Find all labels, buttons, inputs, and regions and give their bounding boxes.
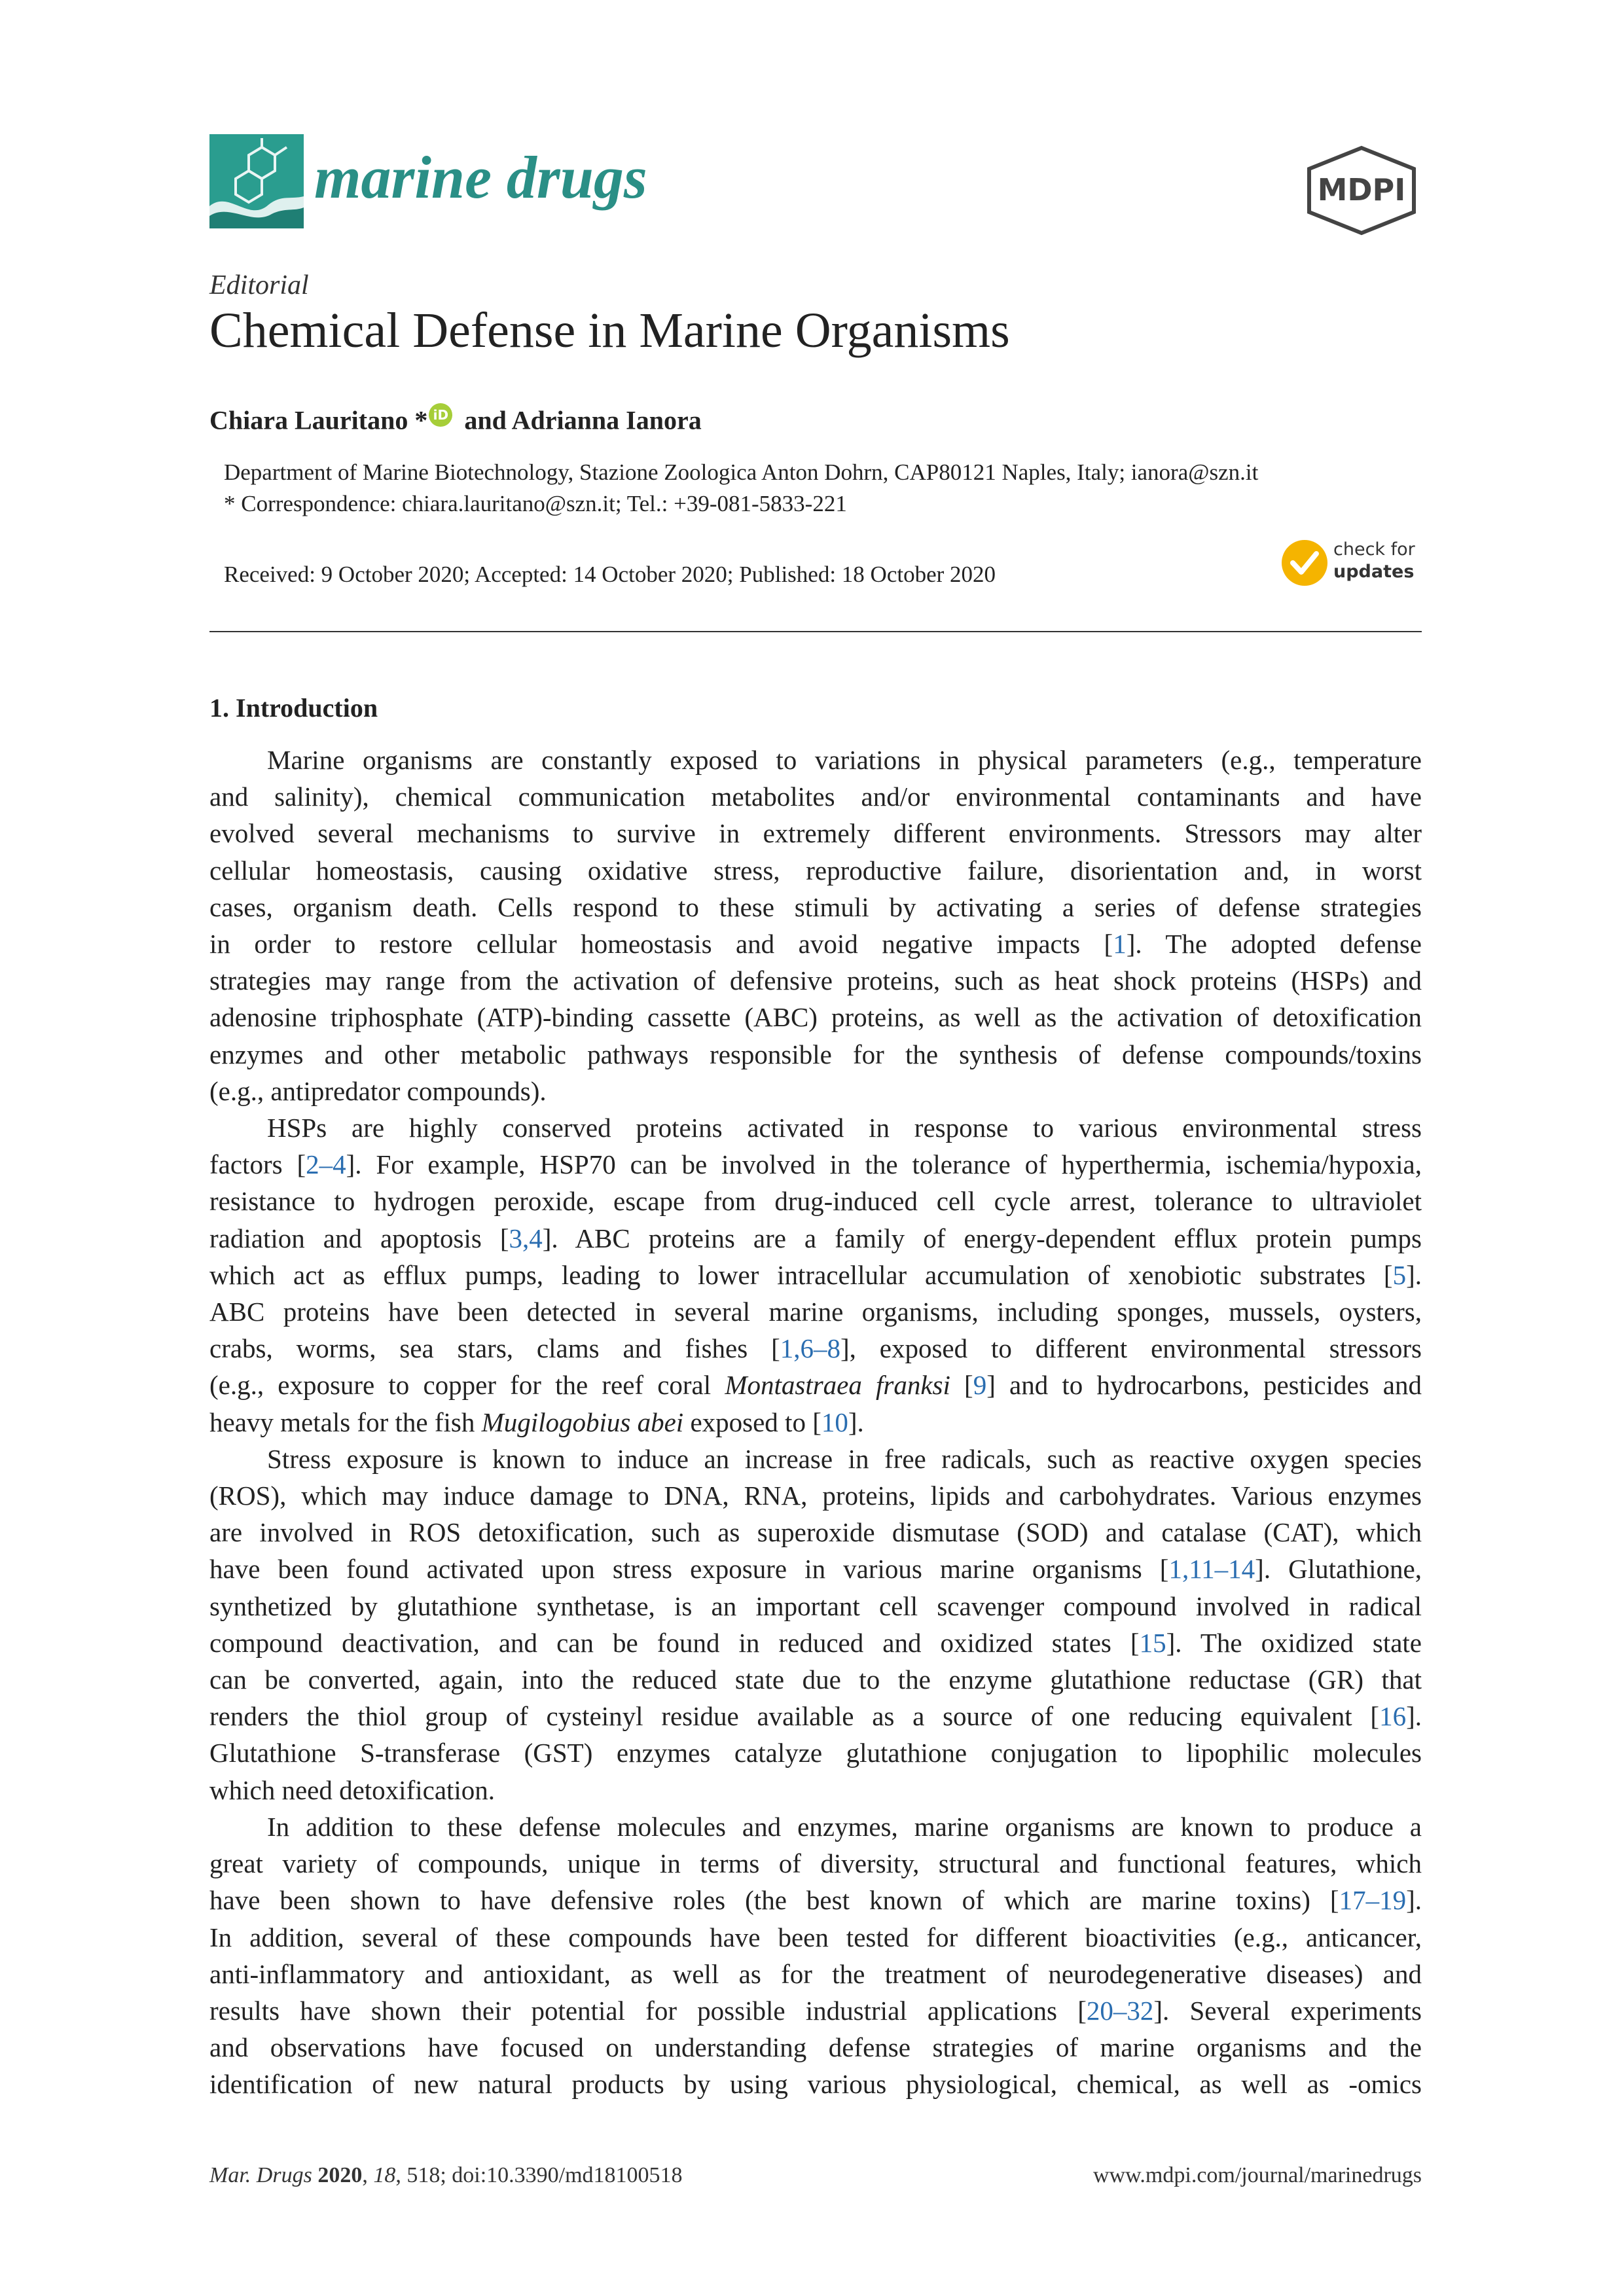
footer-citation: Mar. Drugs 2020, 18, 518; doi:10.3390/md18100518 bbox=[209, 2163, 683, 2187]
species-name: Montastraea franksi bbox=[725, 1370, 950, 1401]
article-title: Chemical Defense in Marine Organisms bbox=[209, 303, 1010, 358]
species-name: Mugilogobius abei bbox=[481, 1407, 684, 1437]
body-line: strategies may range from the activation of defensive proteins, such as heat shock proteins (HSPs) and bbox=[209, 965, 1422, 996]
body-line: cellular homeostasis, causing oxidative stress, reproductive failure, disorientation and, in worst bbox=[209, 855, 1422, 886]
year: 2020 bbox=[317, 2163, 363, 2187]
body-line: Marine organisms are constantly exposed to variations in physical parameters (e.g., temperature bbox=[267, 745, 1422, 775]
citation-link[interactable]: 20–32 bbox=[1086, 1995, 1154, 2026]
body-line: anti-inflammatory and antioxidant, as well as for the treatment of neurodegenerative diseases) and bbox=[209, 1958, 1422, 1989]
check-for-updates-line1: check for bbox=[1333, 539, 1415, 560]
corresponding-mark: * bbox=[414, 405, 428, 435]
mdpi-hexagon-icon bbox=[1303, 145, 1420, 236]
body-line: compound deactivation, and can be found in reduced and oxidized states [15]. The oxidized state bbox=[209, 1627, 1422, 1658]
body-line: evolved several mechanisms to survive in extremely different environments. Stressors may alter bbox=[209, 818, 1422, 849]
article-body bbox=[209, 742, 1422, 2103]
citation-link[interactable]: 1 bbox=[1113, 929, 1127, 960]
citation-link[interactable]: 16 bbox=[1379, 1701, 1407, 1732]
body-line: results have shown their potential for possible industrial applications [20–32]. Several experiments bbox=[209, 1995, 1422, 2026]
citation-link[interactable]: 1,6–8 bbox=[780, 1333, 840, 1364]
footer-url[interactable]: www.mdpi.com/journal/marinedrugs bbox=[1092, 2163, 1422, 2187]
journal-name: marine drugs bbox=[314, 144, 647, 211]
correspondence: * Correspondence: chiara.lauritano@szn.it; Tel.: +39-081-5833-221 bbox=[224, 491, 847, 516]
body-line: ABC proteins have been detected in several marine organisms, including sponges, mussels, oysters, bbox=[209, 1297, 1422, 1327]
author-first[interactable]: Chiara Lauritano bbox=[209, 405, 408, 435]
author-rest[interactable]: and Adrianna Ianora bbox=[464, 405, 702, 435]
citation-link[interactable]: 17–19 bbox=[1339, 1885, 1407, 1916]
check-for-updates-line2: updates bbox=[1333, 562, 1415, 582]
citation-link[interactable]: 15 bbox=[1139, 1627, 1166, 1658]
body-line: enzymes and other metabolic pathways responsible for the synthesis of defense compounds/toxins bbox=[209, 1039, 1422, 1069]
mdpi-logo bbox=[1303, 145, 1420, 236]
body-line: (e.g., antipredator compounds). bbox=[209, 1075, 547, 1106]
affiliation: Department of Marine Biotechnology, Stazione Zoologica Anton Dohrn, CAP80121 Naples, Italy; ianora@szn.it bbox=[224, 459, 1259, 485]
body-line: HSPs are highly conserved proteins activated in response to various environmental stress bbox=[267, 1113, 1422, 1143]
body-line: In addition, several of these compounds have been tested for different bioactivities (e.g., anticancer, bbox=[209, 1922, 1422, 1952]
body-line: radiation and apoptosis [3,4]. ABC proteins are a family of energy-dependent efflux protein pumps bbox=[209, 1223, 1422, 1253]
publication-dates: Received: 9 October 2020; Accepted: 14 October 2020; Published: 18 October 2020 bbox=[224, 562, 996, 587]
mdpi-logo-text: MDPI bbox=[1317, 172, 1406, 207]
body-line: (e.g., exposure to copper for the reef coral Montastraea franksi [9] and to hydrocarbons, pesticides and bbox=[209, 1370, 1422, 1401]
orcid-icon[interactable]: iD bbox=[429, 403, 452, 427]
volume: 18 bbox=[373, 2163, 396, 2187]
body-line: which act as efflux pumps, leading to lower intracellular accumulation of xenobiotic substrates [5]. bbox=[209, 1259, 1422, 1290]
citation-link[interactable]: 5 bbox=[1392, 1259, 1407, 1290]
body-line: have been found activated upon stress exposure in various marine organisms [1,11–14]. Glutathione, bbox=[209, 1554, 1422, 1585]
molecule-wave-icon bbox=[209, 134, 304, 228]
body-line: identification of new natural products by using various physiological, chemical, as well as -omics bbox=[209, 2069, 1422, 2100]
body-line: heavy metals for the fish Mugilogobius abei exposed to [10]. bbox=[209, 1407, 864, 1437]
citation-link[interactable]: 10 bbox=[821, 1407, 848, 1437]
body-line: adenosine triphosphate (ATP)-binding cassette (ABC) proteins, as well as the activation of detoxification bbox=[209, 1002, 1422, 1033]
section-heading: 1. Introduction bbox=[209, 693, 378, 723]
body-line: great variety of compounds, unique in terms of diversity, structural and functional features, which bbox=[209, 1848, 1422, 1879]
body-line: factors [2–4]. For example, HSP70 can be involved in the tolerance of hyperthermia, ischemia/hypoxia, bbox=[209, 1149, 1422, 1180]
body-line: synthetized by glutathione synthetase, is an important cell scavenger compound involved in radical bbox=[209, 1590, 1422, 1621]
body-line: renders the thiol group of cysteinyl residue available as a source of one reducing equivalent [16]. bbox=[209, 1701, 1422, 1732]
body-line: are involved in ROS detoxification, such as superoxide dismutase (SOD) and catalase (CAT), which bbox=[209, 1517, 1422, 1548]
citation-link[interactable]: 3,4 bbox=[509, 1223, 543, 1253]
body-line: resistance to hydrogen peroxide, escape from drug-induced cell cycle arrest, tolerance to ultraviolet bbox=[209, 1186, 1422, 1217]
citation-link[interactable]: 2–4 bbox=[306, 1149, 346, 1180]
body-line: have been shown to have defensive roles (the best known of which are marine toxins) [17–19]. bbox=[209, 1885, 1422, 1916]
article-type: Editorial bbox=[209, 270, 309, 300]
body-line: in order to restore cellular homeostasis and avoid negative impacts [1]. The adopted defense bbox=[209, 929, 1422, 960]
body-line: Stress exposure is known to induce an increase in free radicals, such as reactive oxygen species bbox=[267, 1443, 1422, 1474]
body-line: crabs, worms, sea stars, clams and fishes [1,6–8], exposed to different environmental stressors bbox=[209, 1333, 1422, 1364]
author-list bbox=[209, 403, 702, 435]
body-line: and salinity), chemical communication metabolites and/or environmental contaminants and have bbox=[209, 781, 1422, 812]
journal-logo bbox=[209, 134, 304, 228]
body-line: Glutathione S-transferase (GST) enzymes catalyze glutathione conjugation to lipophilic molecules bbox=[209, 1738, 1422, 1768]
check-for-updates-badge[interactable] bbox=[1280, 537, 1424, 589]
body-line: and observations have focused on understanding defense strategies of marine organisms and the bbox=[209, 2032, 1422, 2063]
header-divider bbox=[209, 631, 1422, 632]
citation-link[interactable]: 1,11–14 bbox=[1168, 1554, 1255, 1585]
journal-abbrev: Mar. Drugs bbox=[209, 2163, 312, 2187]
citation-link[interactable]: 9 bbox=[973, 1370, 987, 1401]
check-circle-icon bbox=[1280, 538, 1329, 588]
paragraphs-container bbox=[209, 742, 1422, 2103]
body-line: cases, organism death. Cells respond to these stimuli by activating a series of defense strategies bbox=[209, 891, 1422, 922]
body-line: (ROS), which may induce damage to DNA, RNA, proteins, lipids and carbohydrates. Various enzymes bbox=[209, 1480, 1422, 1511]
body-line: can be converted, again, into the reduced state due to the enzyme glutathione reductase (GR) that bbox=[209, 1664, 1422, 1695]
body-line: In addition to these defense molecules and enzymes, marine organisms are known to produce a bbox=[267, 1811, 1422, 1842]
body-line: which need detoxification. bbox=[209, 1774, 496, 1805]
